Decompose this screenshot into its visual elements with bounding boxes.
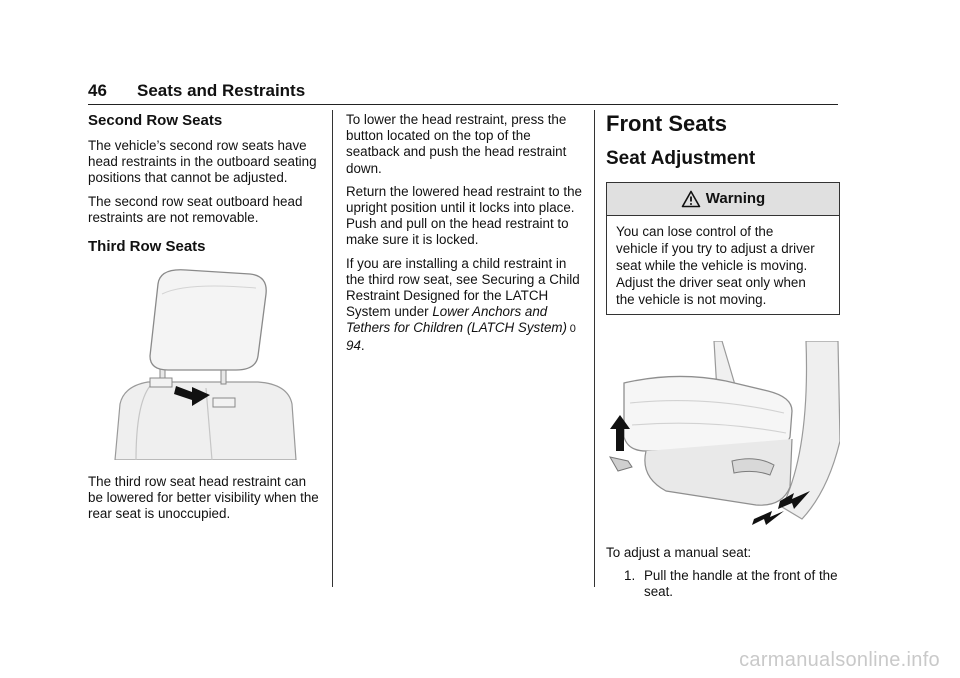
column-divider-2 <box>594 110 595 587</box>
second-row-heading: Second Row Seats <box>88 112 223 129</box>
page-ref-symbol: 0 <box>569 323 576 336</box>
child-restraint-period: . <box>360 337 365 353</box>
column-right <box>606 112 840 601</box>
warning-header <box>607 183 839 216</box>
lower-restraint-paragraph: To lower the head restraint, press the button located on the top of the seatback and push the head restraint down. <box>346 112 567 176</box>
warning-body <box>607 216 839 314</box>
warning-icon <box>681 190 701 208</box>
warning-line: Adjust the driver seat only when <box>616 275 806 290</box>
column-middle <box>346 112 582 361</box>
child-restraint-paragraph <box>346 256 582 354</box>
watermark: carmanualsonline.info <box>739 649 940 671</box>
step-item <box>624 568 840 600</box>
column-left <box>88 112 320 530</box>
warning-line: the vehicle is not moving. <box>616 292 767 307</box>
step-number: 1. <box>624 568 636 584</box>
warning-line: You can lose control of the <box>616 224 774 239</box>
third-row-head-restraint-illustration <box>88 264 308 460</box>
warning-line: vehicle if you try to adjust a driver <box>616 241 815 256</box>
page-number: 46 <box>88 81 107 100</box>
warning-box <box>606 182 840 315</box>
latch-reference-link[interactable]: Lower Anchors and Tethers for Children (LATCH System) <box>346 304 568 336</box>
step-text: Pull the handle at the front of the seat. <box>644 568 838 600</box>
column-divider-1 <box>332 110 333 587</box>
return-restraint-paragraph: Return the lowered head restraint to the upright position until it locks into place. Push and pull on the head restraint to make sure it is locked. <box>346 183 582 248</box>
manual-seat-intro: To adjust a manual seat: <box>606 545 752 560</box>
page-header <box>88 80 838 105</box>
front-seats-heading: Front Seats <box>606 111 728 136</box>
section-title: Seats and Restraints <box>137 81 306 100</box>
seat-adjustment-heading: Seat Adjustment <box>606 148 756 169</box>
child-restraint-text: If you are installing a child restraint in the third row seat, see Securing a Child Restraint Designed for the LATCH System under <box>346 255 580 320</box>
warning-line: seat while the vehicle is moving. <box>616 258 808 273</box>
latch-reference-page[interactable]: 94 <box>346 337 361 353</box>
second-row-paragraph-1: The vehicle’s second row seats have head restraints in the outboard seating positions that cannot be adjusted. <box>88 138 317 186</box>
third-row-caption: The third row seat head restraint can be lowered for better visibility when the rear seat is unoccupied. <box>88 474 319 522</box>
warning-title: Warning <box>705 189 766 207</box>
second-row-paragraph-2: The second row seat outboard head restraints are not removable. <box>88 193 303 225</box>
third-row-heading: Third Row Seats <box>88 238 206 256</box>
front-seat-adjustment-illustration <box>606 341 840 533</box>
